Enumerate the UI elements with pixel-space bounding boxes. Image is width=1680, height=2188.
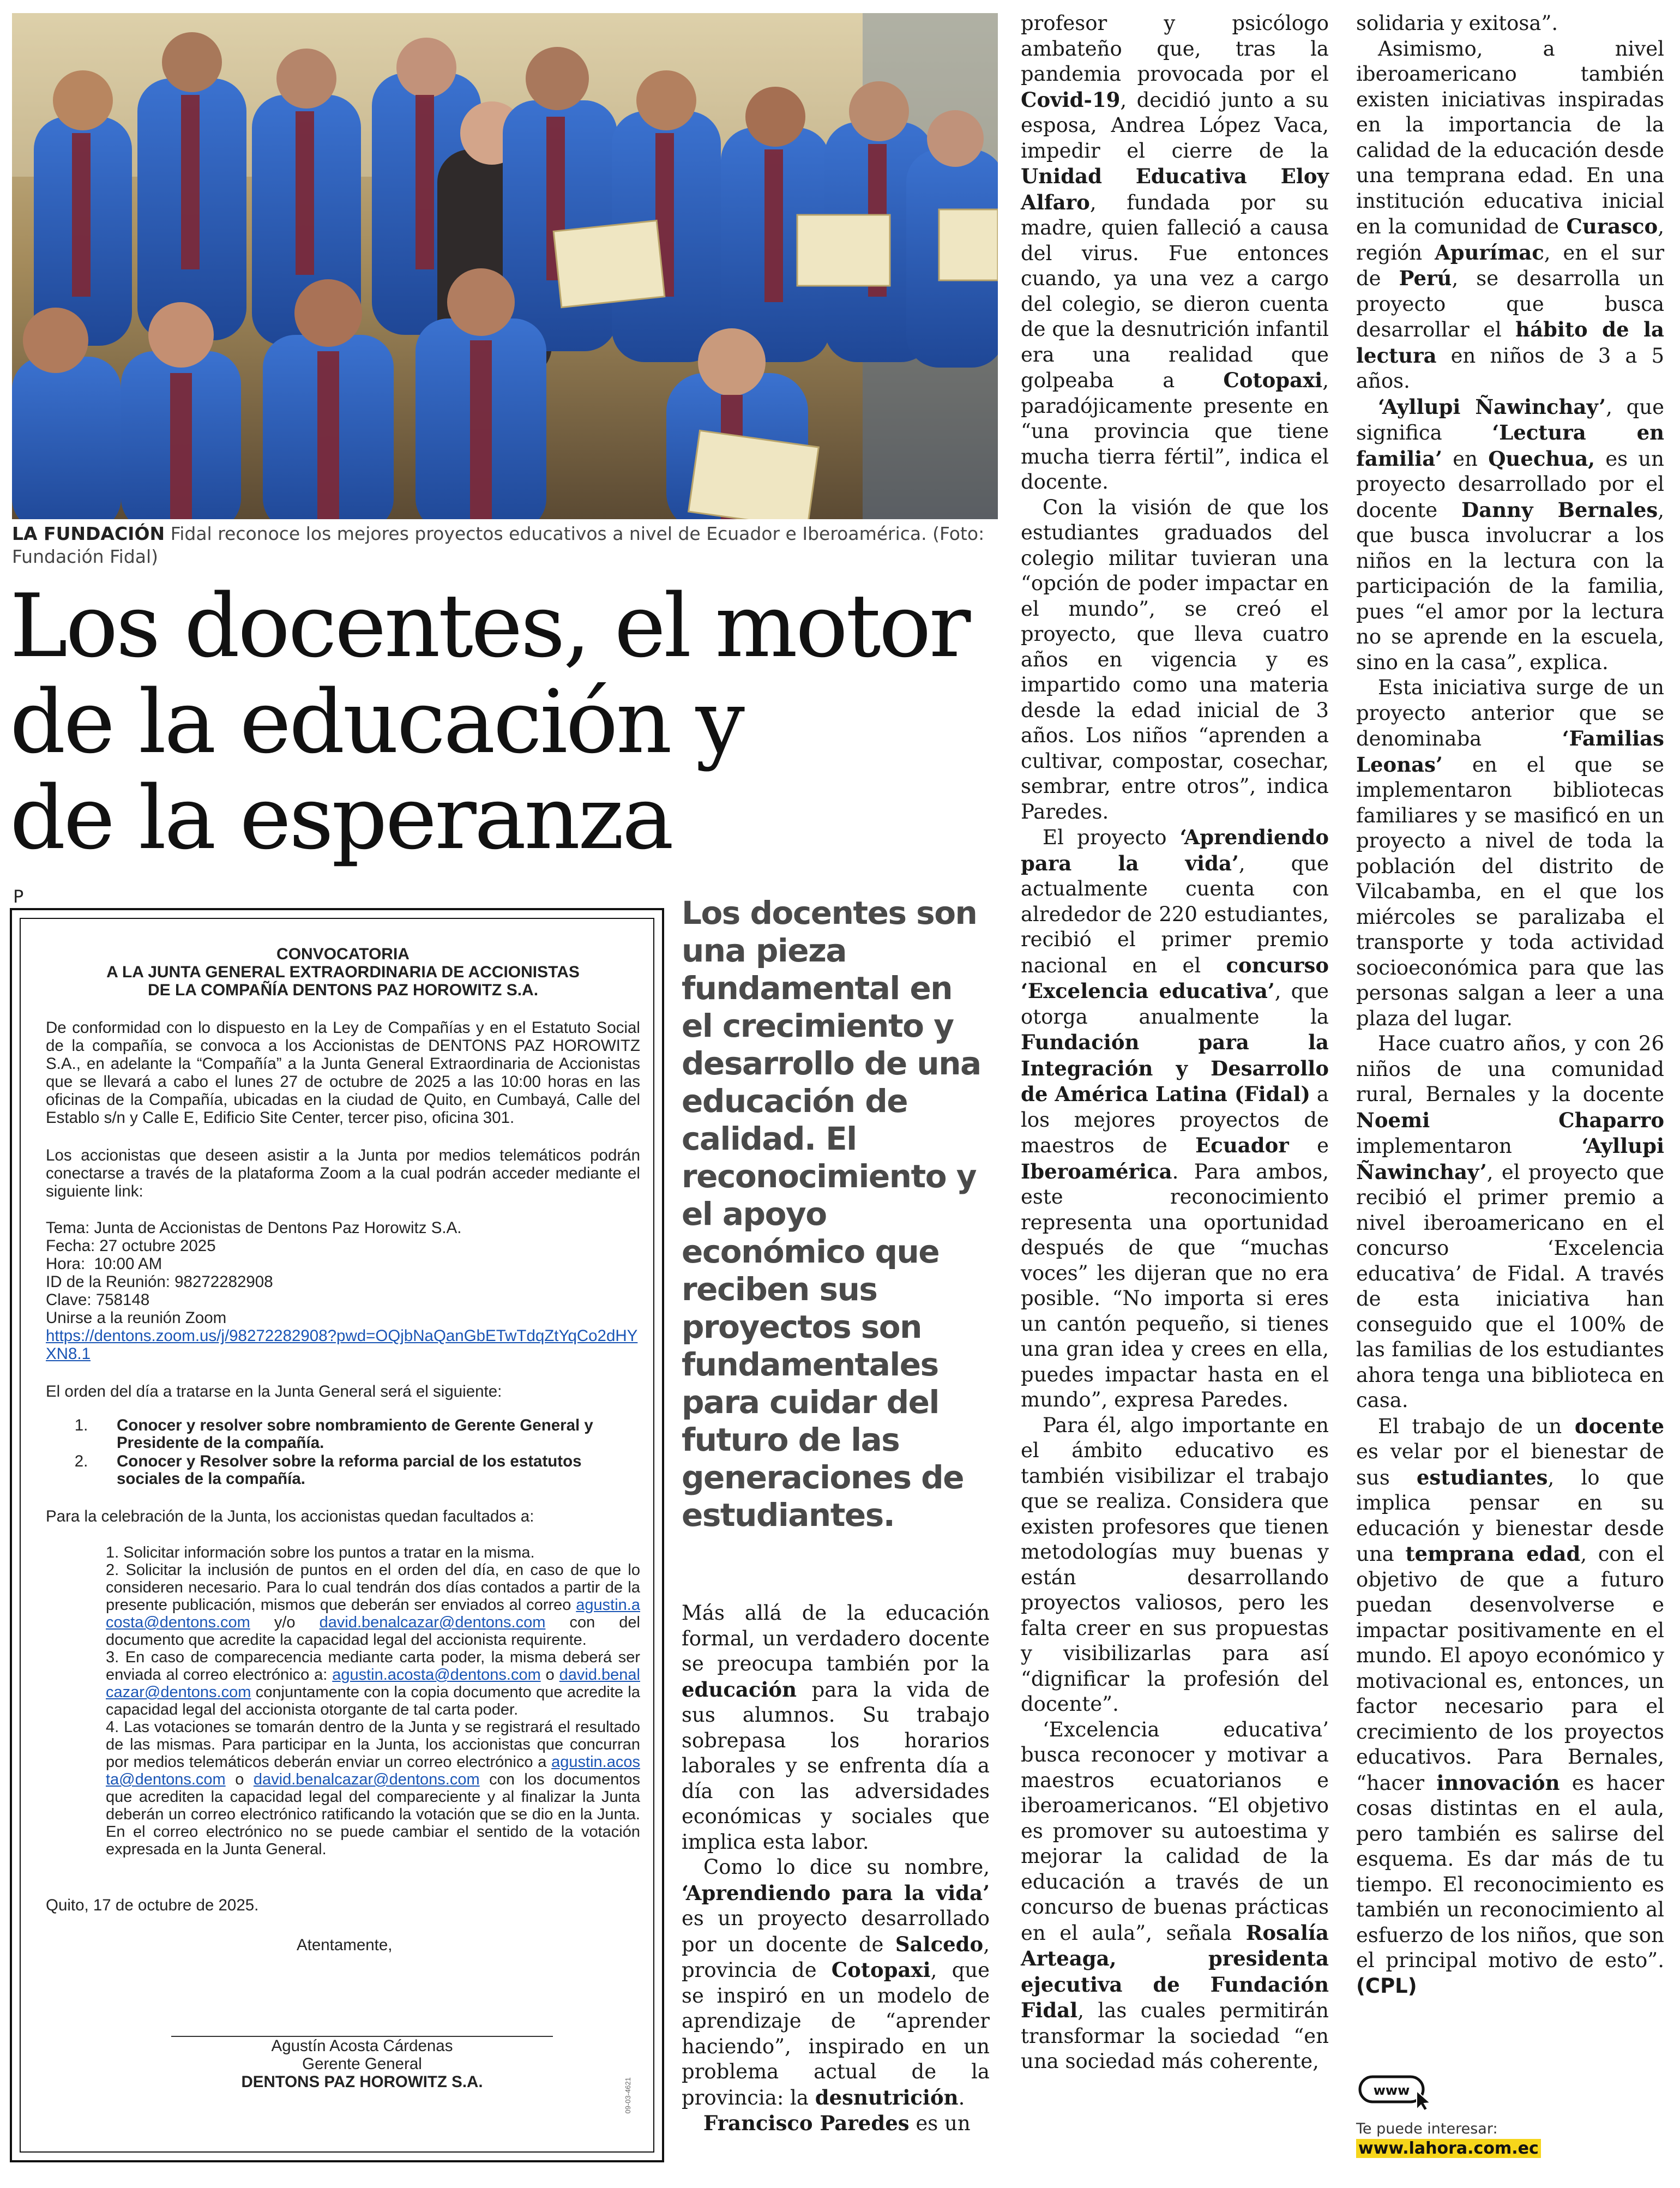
article-headline <box>10 575 991 869</box>
agenda-item <box>46 1453 640 1488</box>
agenda-number: 1. <box>74 1416 88 1434</box>
article-column-2 <box>1021 11 1329 2075</box>
article-paragraph: ‘Excelencia educativa’ busca reconocer y motivar a maestros ecuatorianos e iberoamericanos. “El objetivo es promover su autoestima y mejorar la calidad de la educación a través de un concurso de buenas prácticas en el aula”, señala Rosalía Arteaga, presidenta ejecutiva de Fundación Fidal, las cuales permitirán transformar la sociedad “en una sociedad más coherente, <box>1021 1717 1329 2073</box>
email-link[interactable]: agustin.acosta@dentons.com <box>106 1753 640 1788</box>
rights-item: 1. Solicitar información sobre los puntos a tratar en la misma. <box>106 1544 535 1561</box>
zoom-time: Hora: 10:00 AM <box>46 1255 162 1273</box>
rights-text: 2. Solicitar la inclusión de puntos en el orden del día, en caso de que lo consideren necesario. Para lo cual tendrán dos días contados a partir de la presente publicación, mismos que deberán ser enviados al correo <box>106 1561 640 1614</box>
caption-lead: LA FUNDACIÓN <box>12 523 165 544</box>
caption-text: Fidal reconoce los mejores proyectos educativos a nivel de Ecuador e Iberoamérica. (Foto: Fundación Fidal) <box>12 523 985 567</box>
email-link[interactable]: david.benalcazar@dentons.com <box>253 1771 480 1788</box>
www-cursor-icon <box>1358 2072 1440 2112</box>
article-paragraph: Asimismo, a nivel iberoamericano también existen iniciativas inspiradas en la importancia de la calidad de la educación desde una temprana edad. En una institución educativa inicial en la comunidad de Curasco, región Apurímac, en el sur de Perú, se desarrolla un proyecto que busca desarrollar el hábito de la lectura en niños de 3 a 5 años. <box>1356 37 1665 393</box>
pull-quote: Los docentes son una pieza fundamental en el crecimiento y desarrollo de una educación de calidad. El reconocimiento y el apoyo económico que reciben sus proyectos son fundamentales para cuidar del futuro de las generaciones de estudiantes. <box>682 894 981 1534</box>
rights-text: 3. En caso de comparecencia mediante carta poder, la misma deberá ser enviada al correo electrónico a: <box>106 1649 640 1684</box>
agenda-text: Conocer y Resolver sobre la reforma parcial de los estatutos sociales de la compañía. <box>117 1452 582 1488</box>
zoom-meeting-id: ID de la Reunión: 98272282908 <box>46 1273 273 1291</box>
notice-paragraph: Los accionistas que deseen asistir a la Junta por medios telemáticos podrán conectarse a través de la plataforma Zoom a la cual podrán acceder mediante el siguiente link: <box>46 1146 640 1200</box>
rights-item <box>106 1561 640 1649</box>
article-column-1 <box>682 1601 990 2137</box>
rights-text: o <box>545 1666 555 1684</box>
agenda-text: Conocer y resolver sobre nombramiento de Gerente General y Presidente de la compañía. <box>117 1416 593 1452</box>
rights-text: o <box>235 1771 244 1788</box>
headline-line: de la esperanza <box>10 767 672 869</box>
zoom-join-label: Unirse a la reunión Zoom <box>46 1309 227 1327</box>
article-paragraph: Como lo dice su nombre, ‘Aprendiendo para la vida’ es un proyecto desarrollado por un docente de Salcedo, provincia de Cotopaxi, que se inspiró en un modelo de aprendizaje de “aprender haciendo”, inspirado en un problema actual de la provincia: la desnutrición. <box>682 1855 990 2109</box>
notice-title: A LA JUNTA GENERAL EXTRAORDINARIA DE ACCIONISTAS <box>106 963 580 981</box>
zoom-details <box>46 1219 640 1363</box>
rights-text: con los documentos que acrediten la capacidad legal del compareciente y al finalizar la Junta deberán un correo electrónico ratificando la votación que se dio en la Junta. En el correo electrónico no se puede cambiar el sentido de la votación expresada en la Junta General. <box>106 1771 641 1858</box>
article-paragraph: Para él, algo importante en el ámbito educativo es también visibilizar el trabajo que se realiza. Considera que existen profesores que tienen metodologías muy buenas y están desarrollando proyectos valiosos, pero les falta creer en sus propuestas y visibilizarlas para así “dignificar la profesión del docente”. <box>1021 1413 1329 1716</box>
email-link[interactable]: agustin.acosta@dentons.com <box>106 1596 640 1631</box>
rights-text: y/o <box>274 1614 296 1631</box>
photo-caption <box>12 522 998 568</box>
www-badge-text: www <box>1373 2083 1410 2098</box>
article-paragraph: El proyecto ‘Aprendiendo para la vida’, que actualmente cuenta con alrededor de 220 estudiantes, recibió el primer premio nacional en el concurso ‘Excelencia educativa’, que otorga anualmente la Fundación para la Integración y Desarrollo de América Latina (Fidal) a los mejores proyectos de maestros de Ecuador e Iberoamérica. Para ambos, este reconocimiento representa una oportunidad después de que “muchas voces” les dijeran que no era posible. “No importa si eres un cantón pequeño, si tienes una gran idea y crees en ella, puedes impactar hasta en el mundo”, expresa Paredes. <box>1021 825 1329 1411</box>
rights-item <box>106 1649 640 1718</box>
notice-paragraph: De conformidad con lo dispuesto en la Ley de Compañías y en el Estatuto Social de la compañía, se convoca a los Accionistas de DENTONS PAZ HOROWITZ S.A., en adelante la “Compañía” a la Junta General Extraordinaria de Accionistas que se llevará a cabo el lunes 27 de octubre de 2025 a las 10:00 horas en las oficinas de la Compañía, ubicadas en la ciudad de Quito, en Cumbayá, Calle del Establo s/n y Calle E, Edificio Site Center, tercer piso, oficina 301. <box>46 1019 640 1127</box>
article-paragraph: Esta iniciativa surge de un proyecto anterior que se denominaba ‘Familias Leonas’ en el que se implementaron bibliotecas familiares y se masificó en un proyecto a nivel de toda la población del distrito de Vilcabamba, en el que los miércoles se paralizaba el transporte y toda actividad socioeconómica para que las personas salgan a leer a una plaza del lugar. <box>1356 676 1664 1030</box>
rights-text: conjuntamente con la copia documento que acredite la capacidad legal del accionista otorgante de tal carta poder. <box>106 1684 640 1718</box>
zoom-link[interactable]: https://dentons.zoom.us/j/98272282908?pwd=OQjbNaQanGbETwTdqZtYqCo2dHYXN8.1 <box>46 1327 638 1363</box>
notice-title: DE LA COMPAÑÍA DENTONS PAZ HOROWITZ S.A. <box>147 981 539 999</box>
zoom-date: Fecha: 27 octubre 2025 <box>46 1237 216 1255</box>
article-paragraph: solidaria y exitosa”. <box>1356 11 1558 35</box>
rights-text: con del documento que acredite la capacidad legal del accionista requirente. <box>106 1614 640 1649</box>
web-promo-label: Te puede interesar: <box>1356 2120 1498 2137</box>
article-paragraph: El trabajo de un docente es velar por el bienestar de sus estudiantes, lo que implica pensar en su educación y bienestar desde una temprana edad, con el objetivo de que a futuro puedan desenvolverse e impactar positivamente en el mundo. El apoyo económico y motivacional es, entonces, un factor necesario para el crecimiento de los proyectos educativos. Para Bernales, “hacer innovación es hacer cosas distintas en el aula, pero también es salirse del esquema. Es dar más de tu tiempo. El reconocimiento es también un reconocimiento al esfuerzo de los niños, que son el principal motivo de esto”. (CPL) <box>1356 1414 1665 1998</box>
notice-code: 09-03-4621 <box>624 2077 632 2113</box>
notice-paragraph: Para la celebración de la Junta, los accionistas quedan facultados a: <box>46 1507 534 1525</box>
legal-notice <box>10 908 664 2162</box>
agenda-number: 2. <box>74 1452 88 1470</box>
article-photo <box>12 13 998 519</box>
article-column-3 <box>1356 11 1664 1999</box>
agenda-item <box>46 1417 640 1452</box>
notice-title: CONVOCATORIA <box>276 945 410 963</box>
rights-text: 4. Las votaciones se tomarán dentro de la Junta y se registrará el resultado de las mismas. Para participar en la Junta, los accionistas que concurran por medios telemáticos deberán enviar un correo electrónico a <box>106 1718 640 1771</box>
zoom-topic: Tema: Junta de Accionistas de Dentons Paz Horowitz S.A. <box>46 1219 462 1237</box>
article-paragraph: Con la visión de que los estudiantes graduados del colegio militar tuvieran una “opción de poder impactar en el mundo”, se creó el proyecto, que lleva cuatro años en vigencia y es impartido como una materia desde la edad inicial de 3 años. Los niños “aprenden a cultivar, compostar, cosechar, sembrar, entre otros”, indica Paredes. <box>1021 495 1329 823</box>
www-badge[interactable] <box>1358 2072 1440 2112</box>
agenda-list <box>46 1417 640 1488</box>
article-paragraph: Francisco Paredes es un <box>703 2111 971 2135</box>
rights-list <box>106 1544 640 1858</box>
article-paragraph: Más allá de la educación formal, un verdadero docente se preocupa también por la educación para la vida de sus alumnos. Su trabajo sobrepasa los horarios laborales y se enfrenta día a día con las adversidades económicas y sociales que implica esta labor. <box>682 1601 990 1854</box>
zoom-password: Clave: 758148 <box>46 1291 150 1309</box>
email-link[interactable]: david.benalcazar@dentons.com <box>106 1666 640 1701</box>
web-promo-link[interactable]: www.lahora.com.ec <box>1356 2139 1541 2158</box>
notice-place-date: Quito, 17 de octubre de 2025. <box>46 1896 259 1914</box>
notice-paragraph: El orden del día a tratarse en la Junta General será el siguiente: <box>46 1382 502 1400</box>
signer-role: Gerente General <box>302 2055 422 2073</box>
headline-line: de la educación y <box>10 671 743 773</box>
signer-name: Agustín Acosta Cárdenas <box>271 2037 453 2055</box>
legal-notice-frame <box>20 918 654 2153</box>
article-paragraph: Hace cuatro años, y con 26 niños de una comunidad rural, Bernales y la docente Noemi Chaparro implementaron ‘Ayllupi Ñawinchay’, el proyecto que recibió el primer premio a nivel iberoamericano en el concurso ‘Excelencia educativa’ de Fidal. A través de esta iniciativa han conseguido que el 100% de las familias de los estudiantes ahora tenga una biblioteca en casa. <box>1356 1032 1664 1412</box>
graduates-photo-illustration <box>12 13 998 519</box>
article-paragraph: profesor y psicólogo ambateño que, tras la pandemia provocada por el Covid-19, decidió junto a su esposa, Andrea López Vaca, impedir el cierre de la Unidad Educativa Eloy Alfaro, fundada por su madre, quien falleció a causa del virus. Fue entonces cuando, ya una vez a cargo del colegio, se dieron cuenta de que la desnutrición infantil era una realidad que golpeaba a Cotopaxi, paradójicamente presente en “una provincia que tiene mucha tierra fértil”, indica el docente. <box>1021 11 1329 494</box>
rights-item <box>106 1718 640 1858</box>
signer-company: DENTONS PAZ HOROWITZ S.A. <box>241 2073 483 2091</box>
email-link[interactable]: agustin.acosta@dentons.com <box>332 1666 541 1684</box>
notice-closing: Atentamente, <box>297 1936 393 1954</box>
headline-line: Los docentes, el motor <box>10 575 969 677</box>
article-paragraph: ‘Ayllupi Ñawinchay’, que significa ‘Lectura en familia’ en Quechua, es un proyecto desarrollado por el docente Danny Bernales, que busca involucrar a los niños en la lectura con la participación de la familia, pues “el amor por la lectura no se aprende en la escuela, sino en la casa”, explica. <box>1356 394 1665 674</box>
email-link[interactable]: david.benalcazar@dentons.com <box>319 1614 546 1631</box>
ad-marker: P <box>13 886 24 907</box>
